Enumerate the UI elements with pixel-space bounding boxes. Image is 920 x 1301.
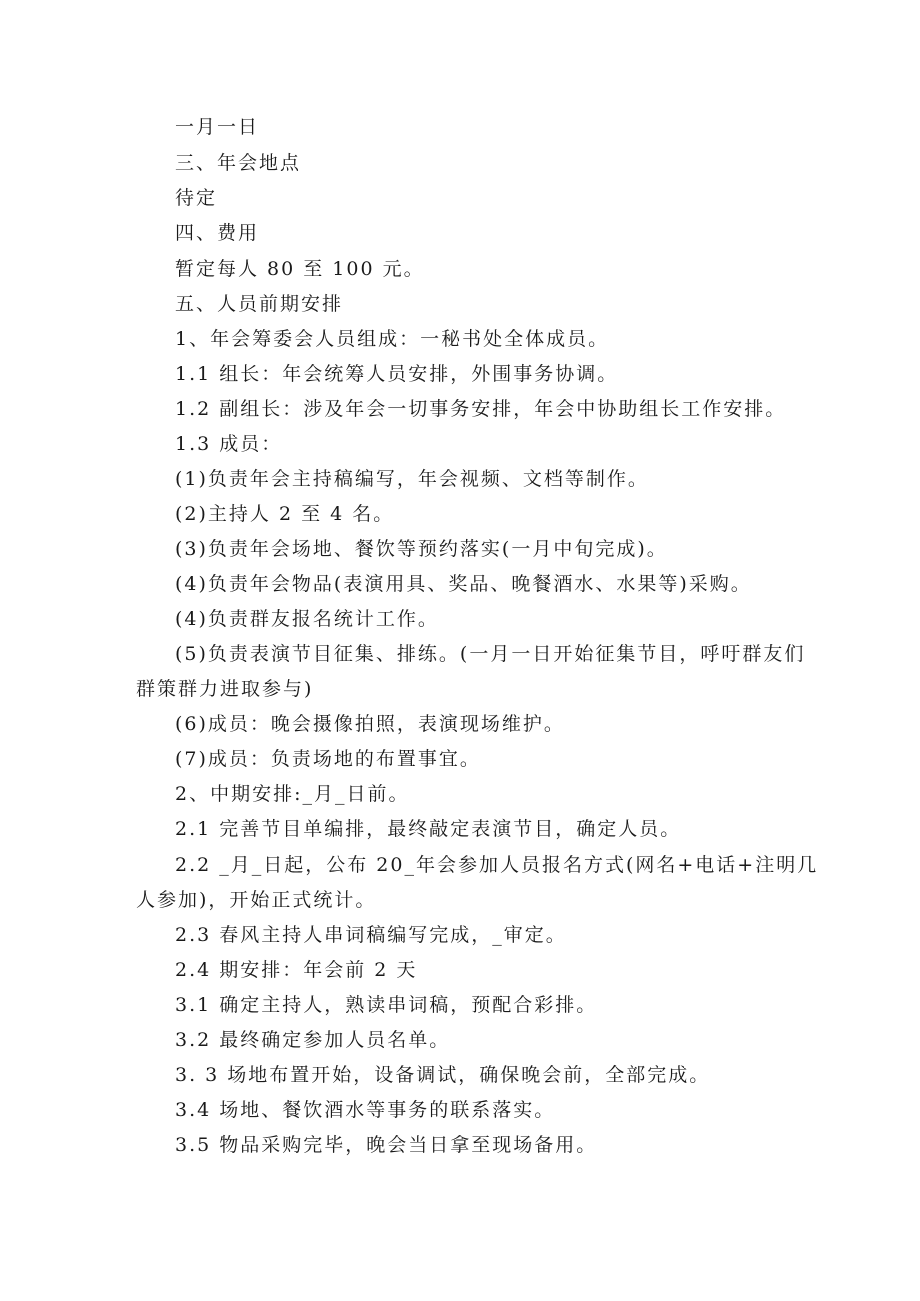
section-heading-cost: 四、费用 bbox=[175, 222, 260, 244]
list-item: 1.2 副组长：涉及年会一切事务安排，年会中协助组长工作安排。 bbox=[175, 398, 787, 420]
section-heading-venue: 三、年会地点 bbox=[175, 152, 302, 174]
list-item: 3.1 确定主持人，熟读串词稿，预配合彩排。 bbox=[175, 994, 598, 1016]
list-item: 2.1 完善节目单编排，最终敲定表演节目，确定人员。 bbox=[175, 818, 682, 840]
list-item: (1)负责年会主持稿编写，年会视频、文档等制作。 bbox=[175, 468, 649, 490]
date-line: 一月一日 bbox=[175, 116, 260, 138]
list-item: (5)负责表演节目征集、排练。(一月一日开始征集节目，呼吁群友们 bbox=[175, 643, 806, 665]
list-item: 2、中期安排:_月_日前。 bbox=[175, 783, 410, 805]
list-item: 3.4 场地、餐饮酒水等事务的联系落实。 bbox=[175, 1099, 556, 1121]
list-item: (7)成员：负责场地的布置事宜。 bbox=[175, 748, 481, 770]
list-item: 1.3 成员： bbox=[175, 433, 283, 455]
list-item: 2.3 春风主持人串词稿编写完成，_审定。 bbox=[175, 924, 567, 946]
list-item-continuation: 群策群力进取参与) bbox=[136, 678, 314, 700]
list-item: 3. 3 场地布置开始，设备调试，确保晚会前，全部完成。 bbox=[175, 1064, 711, 1086]
venue-text: 待定 bbox=[175, 187, 218, 209]
list-item: 3.5 物品采购完毕，晚会当日拿至现场备用。 bbox=[175, 1134, 598, 1156]
list-item-continuation: 人参加)，开始正式统计。 bbox=[136, 889, 377, 911]
list-item: (3)负责年会场地、餐饮等预约落实(一月中旬完成)。 bbox=[175, 538, 668, 560]
list-item: (6)成员：晚会摄像拍照，表演现场维护。 bbox=[175, 713, 565, 735]
list-item: 2.2 _月_日起，公布 20_年会参加人员报名方式(网名+电话+注明几 bbox=[175, 854, 819, 876]
list-item: (4)负责年会物品(表演用具、奖品、晚餐酒水、水果等)采购。 bbox=[175, 573, 752, 595]
list-item: (2)主持人 2 至 4 名。 bbox=[175, 503, 395, 525]
list-item: (4)负责群友报名统计工作。 bbox=[175, 608, 439, 630]
list-item: 1.1 组长：年会统筹人员安排，外围事务协调。 bbox=[175, 363, 619, 385]
section-heading-staff: 五、人员前期安排 bbox=[175, 293, 344, 315]
cost-text: 暂定每人 80 至 100 元。 bbox=[175, 258, 425, 280]
list-item: 2.4 期安排：年会前 2 天 bbox=[175, 959, 418, 981]
list-item: 1、年会筹委会人员组成：一秘书处全体成员。 bbox=[175, 328, 610, 350]
list-item: 3.2 最终确定参加人员名单。 bbox=[175, 1029, 451, 1051]
